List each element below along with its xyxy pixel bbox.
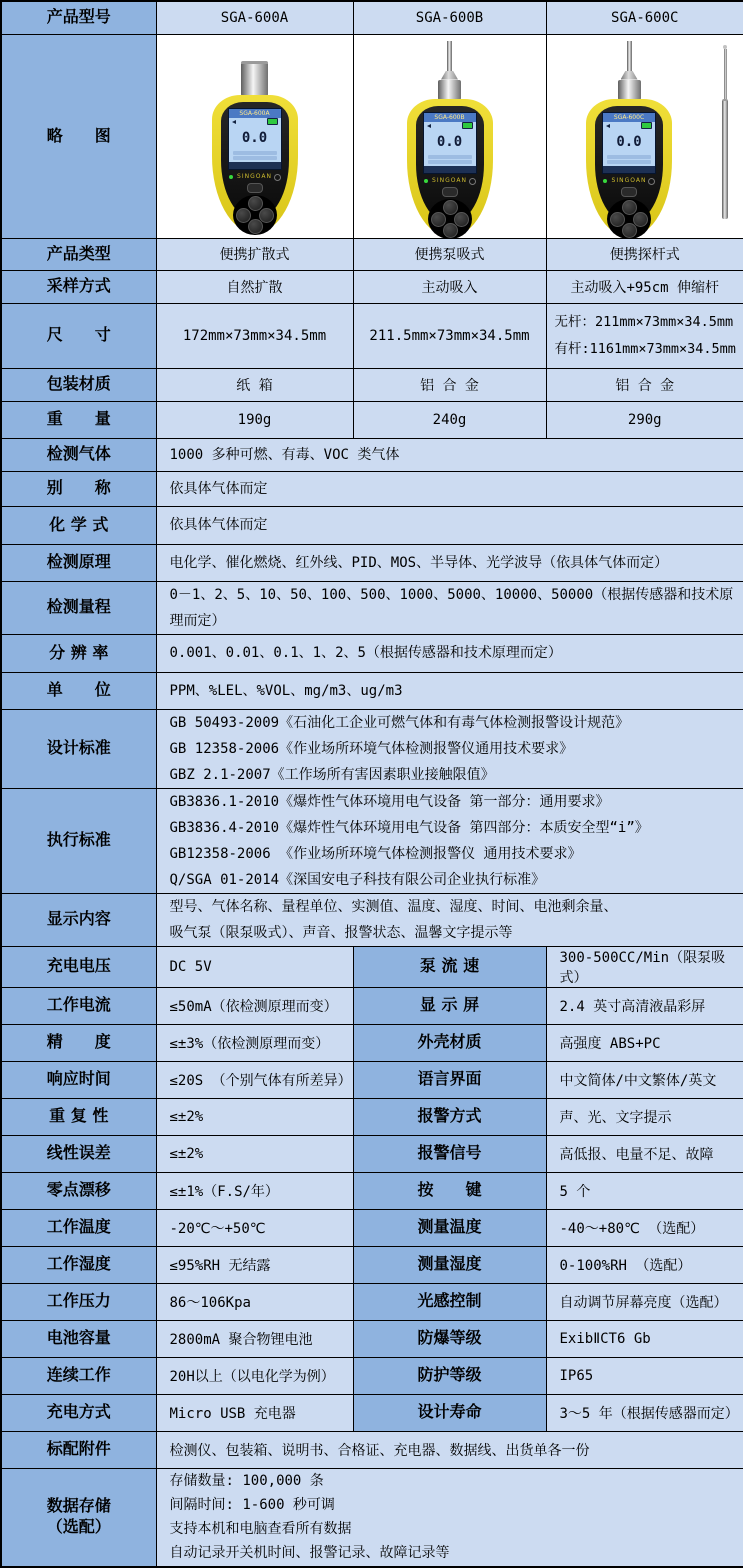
- spec-value-line: 依具体气体而定: [170, 476, 738, 502]
- row-label: 包装材质: [1, 368, 156, 401]
- screen-info-line: [607, 155, 651, 159]
- row-label: 零点漂移: [1, 1172, 156, 1209]
- spec-value-line: GB3836.1-2010《爆炸性气体环境用电气设备 第一部分：通用要求》: [170, 789, 738, 815]
- model-name: SGA-600C: [546, 1, 743, 34]
- product-value: 纸 箱: [156, 368, 353, 401]
- spec-value-line: GBZ 2.1-2007《工作场所有害因素职业接触限值》: [170, 762, 738, 788]
- spec-value: [156, 893, 743, 946]
- spec-value-line: 型号、气体名称、量程单位、实测值、温度、湿度、时间、电池剩余量、: [170, 894, 738, 920]
- storage-value-line: 存储数量: 100,000 条: [170, 1469, 738, 1493]
- spec-value: [156, 544, 743, 581]
- screen-info-line: [428, 160, 472, 164]
- spec-value: ExibⅡCT6 Gb: [546, 1320, 743, 1357]
- power-button-icon: [469, 178, 476, 185]
- row-label: 报警信号: [353, 1135, 546, 1172]
- spec-value: 高低报、电量不足、故障: [546, 1135, 743, 1172]
- device-photo: [353, 34, 546, 238]
- inlet-cap-icon: [241, 61, 268, 96]
- row-label-line: 数据存储: [2, 1496, 156, 1517]
- screen-info-line: [607, 160, 651, 164]
- telescopic-rod-icon: [720, 45, 730, 219]
- rod-lower: [722, 99, 728, 219]
- row-label: 工作湿度: [1, 1246, 156, 1283]
- accessories-value: 检测仪、包装箱、说明书、合格证、充电器、数据线、出货单各一份: [156, 1431, 743, 1468]
- product-value: 铝 合 金: [353, 368, 546, 401]
- row-label: 检测气体: [1, 438, 156, 471]
- row-label: 分 辨 率: [1, 634, 156, 672]
- spec-value: Micro USB 充电器: [156, 1394, 353, 1431]
- screen-info-line: [428, 155, 472, 159]
- product-value: 便携扩散式: [156, 238, 353, 270]
- product-value: 便携泵吸式: [353, 238, 546, 270]
- keypad: [233, 195, 277, 235]
- spec-value: -20℃～+50℃: [156, 1209, 353, 1246]
- row-label: 单 位: [1, 672, 156, 709]
- spec-value: DC 5V: [156, 946, 353, 987]
- spec-pair-row: [1, 1394, 743, 1431]
- spec-value-lines: [170, 476, 738, 502]
- spec-value: [156, 581, 743, 634]
- keypad: [428, 199, 472, 239]
- menu-button-icon: [442, 187, 458, 197]
- spec-value-lines: [170, 512, 738, 538]
- row-label: 充电方式: [1, 1394, 156, 1431]
- spec-value: ≤95%RH 无结露: [156, 1246, 353, 1283]
- row-label: 尺 寸: [1, 303, 156, 368]
- spec-value-lines: [170, 640, 738, 666]
- row-label: 设计标准: [1, 709, 156, 788]
- spec-value-line: GB 50493-2009《石油化工企业可燃气体和有毒气体检测报警设计规范》: [170, 710, 738, 736]
- dimension-line: 有杆:1161mm×73mm×34.5mm: [555, 336, 743, 363]
- row-label: 工作温度: [1, 1209, 156, 1246]
- spec-full-row: [1, 893, 743, 946]
- spec-value: ≤±3%（依检测原理而变）: [156, 1024, 353, 1061]
- device-illustration: [406, 41, 494, 237]
- row-label: 响应时间: [1, 1061, 156, 1098]
- product-row: [1, 270, 743, 303]
- product-value: [546, 303, 743, 368]
- row-label: 测量温度: [353, 1209, 546, 1246]
- product-value: 240g: [353, 401, 546, 438]
- storage-value-line: 间隔时间: 1-600 秒可调: [170, 1493, 738, 1517]
- row-label: 采样方式: [1, 270, 156, 303]
- brand-row: [595, 177, 663, 185]
- spec-value: 声、光、文字提示: [546, 1098, 743, 1135]
- pump-probe-icon: [627, 41, 632, 71]
- storage-value-line: 自动记录开关机时间、报警记录、故障记录等: [170, 1541, 738, 1565]
- spec-pair-row: [1, 1061, 743, 1098]
- spec-value: 86～106Kpa: [156, 1283, 353, 1320]
- product-value: 铝 合 金: [546, 368, 743, 401]
- row-label: 外壳材质: [353, 1024, 546, 1061]
- keypad-button-icon: [248, 219, 263, 234]
- screen-reading: 0.0: [603, 130, 655, 154]
- product-value: 172mm×73mm×34.5mm: [156, 303, 353, 368]
- row-label: 标配附件: [1, 1431, 156, 1468]
- row-label: 报警方式: [353, 1098, 546, 1135]
- product-row: [1, 303, 743, 368]
- power-button-icon: [648, 178, 655, 185]
- spec-value: ≤20S （个别气体有所差异）: [156, 1061, 353, 1098]
- spec-pair-row: [1, 987, 743, 1024]
- row-label: 执行标准: [1, 788, 156, 893]
- spec-value: [156, 788, 743, 893]
- spec-value-line: PPM、%LEL、%VOL、mg/m3、ug/m3: [170, 678, 738, 704]
- spec-table-body: [1, 1, 743, 1567]
- power-led: [424, 179, 428, 183]
- spec-value-line: 0－1、2、5、10、50、100、500、1000、5000、10000、50000（根据传感器和技术原理而定）: [170, 582, 738, 634]
- screen-title: SGA-600B: [424, 113, 476, 122]
- spec-value-line: 1000 多种可燃、有毒、VOC 类气体: [170, 442, 738, 468]
- row-label: 别 称: [1, 471, 156, 506]
- speaker-icon: [606, 124, 610, 128]
- spec-full-row: [1, 709, 743, 788]
- spec-value-lines: [170, 678, 738, 704]
- speaker-icon: [427, 124, 431, 128]
- row-label: 充电电压: [1, 946, 156, 987]
- product-value: 主动吸入+95cm 伸缩杆: [546, 270, 743, 303]
- model-name: SGA-600B: [353, 1, 546, 34]
- spec-pair-row: [1, 1283, 743, 1320]
- row-label: 工作电流: [1, 987, 156, 1024]
- keypad-button-icon: [443, 223, 458, 238]
- row-label: 产品类型: [1, 238, 156, 270]
- storage-value-lines: [170, 1469, 738, 1565]
- inlet-cap-icon: [438, 80, 461, 100]
- accessories-row: [1, 1431, 743, 1468]
- screen-statusbar: [603, 166, 655, 173]
- pump-probe-icon: [447, 41, 452, 71]
- row-label: 检测量程: [1, 581, 156, 634]
- row-label: 电池容量: [1, 1320, 156, 1357]
- screen-info-line: [233, 156, 277, 160]
- row-label: 工作压力: [1, 1283, 156, 1320]
- screen-status-icons: [603, 122, 655, 130]
- product-value: 自然扩散: [156, 270, 353, 303]
- spec-value-line: 电化学、催化燃烧、红外线、PID、MOS、半导体、光学波导（依具体气体而定）: [170, 550, 738, 576]
- brand-row: [221, 173, 289, 181]
- spec-value-line: 吸气泵（限泵吸式）、声音、报警状态、温馨文字提示等: [170, 920, 738, 946]
- battery-icon: [641, 122, 652, 129]
- spec-value-line: GB12358-2006 《作业场所环境气体检测报警仪 通用技术要求》: [170, 841, 738, 867]
- spec-value: [156, 471, 743, 506]
- row-label: 化 学 式: [1, 506, 156, 544]
- device-front-panel: [416, 106, 484, 224]
- spec-full-row: [1, 634, 743, 672]
- rod-upper: [724, 49, 727, 99]
- row-label: 连续工作: [1, 1357, 156, 1394]
- spec-value: 3～5 年（根据传感器而定）: [546, 1394, 743, 1431]
- spec-pair-row: [1, 1098, 743, 1135]
- row-label: [1, 1468, 156, 1567]
- spec-value: 自动调节屏幕亮度（选配）: [546, 1283, 743, 1320]
- spec-value-line: 依具体气体而定: [170, 512, 738, 538]
- row-label: 检测原理: [1, 544, 156, 581]
- spec-full-row: [1, 544, 743, 581]
- spec-pair-row: [1, 1320, 743, 1357]
- product-row: [1, 368, 743, 401]
- device-shell: [212, 95, 298, 233]
- spec-value-line: Q/SGA 01-2014《深国安电子科技有限公司企业执行标准》: [170, 867, 738, 893]
- spec-full-row: [1, 788, 743, 893]
- spec-full-row: [1, 581, 743, 634]
- spec-pair-row: [1, 1246, 743, 1283]
- row-label: 泵 流 速: [353, 946, 546, 987]
- product-row: [1, 401, 743, 438]
- spec-value: 0-100%RH （选配）: [546, 1246, 743, 1283]
- row-label: 测量湿度: [353, 1246, 546, 1283]
- dimension-line: 无杆：211mm×73mm×34.5mm: [555, 309, 743, 336]
- row-label: 重 量: [1, 401, 156, 438]
- spec-pair-row: [1, 1024, 743, 1061]
- product-value: 主动吸入: [353, 270, 546, 303]
- spec-value: 中文简体/中文繁体/英文: [546, 1061, 743, 1098]
- row-label: 防护等级: [353, 1357, 546, 1394]
- spec-pair-row: [1, 1135, 743, 1172]
- row-label: 设计寿命: [353, 1394, 546, 1431]
- screen-title: SGA-600C: [603, 113, 655, 122]
- speaker-icon: [232, 120, 236, 124]
- spec-value: ≤50mA（依检测原理而变）: [156, 987, 353, 1024]
- spec-value-lines: [170, 582, 738, 634]
- row-label: 防爆等级: [353, 1320, 546, 1357]
- row-label-line: （选配）: [2, 1517, 156, 1538]
- spec-value: 5 个: [546, 1172, 743, 1209]
- model-name: SGA-600A: [156, 1, 353, 34]
- spec-value-lines: [170, 894, 738, 946]
- row-label: 重 复 性: [1, 1098, 156, 1135]
- keypad-button-icon: [622, 223, 637, 238]
- spec-value-lines: [170, 789, 738, 893]
- battery-icon: [267, 118, 278, 125]
- power-led: [603, 179, 607, 183]
- spec-value-lines: [170, 442, 738, 468]
- screen-reading: 0.0: [424, 130, 476, 154]
- spec-value: IP65: [546, 1357, 743, 1394]
- row-label: 语言界面: [353, 1061, 546, 1098]
- product-value: 便携探杆式: [546, 238, 743, 270]
- storage-value: [156, 1468, 743, 1567]
- row-label: 线性误差: [1, 1135, 156, 1172]
- menu-button-icon: [621, 187, 637, 197]
- header-label: 产品型号: [1, 1, 156, 34]
- power-button-icon: [274, 174, 281, 181]
- screen-status-icons: [229, 118, 281, 126]
- sketch-label: 略 图: [1, 34, 156, 238]
- menu-button-icon: [247, 183, 263, 193]
- probe-cone-icon: [621, 71, 638, 80]
- spec-value: [156, 709, 743, 788]
- device-photo: [156, 34, 353, 238]
- spec-value: 2800mA 聚合物锂电池: [156, 1320, 353, 1357]
- device-screen: [228, 108, 282, 170]
- device-front-panel: [221, 102, 289, 220]
- spec-pair-row: [1, 1357, 743, 1394]
- screen-info-line: [233, 151, 277, 155]
- screen-statusbar: [229, 162, 281, 169]
- spec-full-row: [1, 672, 743, 709]
- spec-value: 2.4 英寸高清液晶彩屏: [546, 987, 743, 1024]
- row-label: 按 键: [353, 1172, 546, 1209]
- spec-value: ≤±1%（F.S/年）: [156, 1172, 353, 1209]
- spec-value: 300-500CC/Min（限泵吸式）: [546, 946, 743, 987]
- device-screen: [602, 112, 656, 174]
- brand-label: SINGOAN: [221, 173, 289, 181]
- brand-label: SINGOAN: [595, 177, 663, 185]
- storage-value-line: 支持本机和电脑查看所有数据: [170, 1517, 738, 1541]
- spec-value: ≤±2%: [156, 1098, 353, 1135]
- inlet-cap-icon: [618, 80, 641, 100]
- power-led: [229, 175, 233, 179]
- spec-full-row: [1, 438, 743, 471]
- device-screen: [423, 112, 477, 174]
- screen-reading: 0.0: [229, 126, 281, 150]
- probe-cone-icon: [441, 71, 458, 80]
- screen-title: SGA-600A: [229, 109, 281, 118]
- device-shell: [407, 99, 493, 237]
- screen-statusbar: [424, 166, 476, 173]
- header-row: [1, 1, 743, 34]
- screen-status-icons: [424, 122, 476, 130]
- spec-value: [156, 672, 743, 709]
- row-label: 显 示 屏: [353, 987, 546, 1024]
- brand-label: SINGOAN: [416, 177, 484, 185]
- spec-pair-row: [1, 1172, 743, 1209]
- spec-value: 20H以上（以电化学为例）: [156, 1357, 353, 1394]
- spec-pair-row: [1, 1209, 743, 1246]
- spec-value-line: GB3836.4-2010《爆炸性气体环境用电气设备 第四部分：本质安全型“i”》: [170, 815, 738, 841]
- storage-row: [1, 1468, 743, 1567]
- row-label: 显示内容: [1, 893, 156, 946]
- spec-pair-row: [1, 946, 743, 987]
- device-shell: [586, 99, 672, 237]
- spec-value: ≤±2%: [156, 1135, 353, 1172]
- device-illustration: [585, 41, 673, 237]
- spec-value: [156, 506, 743, 544]
- spec-value: -40～+80℃ （选配）: [546, 1209, 743, 1246]
- device-photo: [546, 34, 743, 238]
- spec-value-lines: [170, 710, 738, 788]
- keypad: [607, 199, 651, 239]
- product-row: [1, 238, 743, 270]
- spec-value-lines: [170, 550, 738, 576]
- row-label: 精 度: [1, 1024, 156, 1061]
- spec-full-row: [1, 471, 743, 506]
- spec-value-line: GB 12358-2006《作业场所环境气体检测报警仪通用技术要求》: [170, 736, 738, 762]
- device-illustration: [211, 61, 299, 233]
- spec-full-row: [1, 506, 743, 544]
- spec-value-line: 0.001、0.01、0.1、1、2、5（根据传感器和技术原理而定）: [170, 640, 738, 666]
- sketch-row: [1, 34, 743, 238]
- device-front-panel: [595, 106, 663, 224]
- product-value: 190g: [156, 401, 353, 438]
- spec-value: 高强度 ABS+PC: [546, 1024, 743, 1061]
- product-value: 290g: [546, 401, 743, 438]
- brand-row: [416, 177, 484, 185]
- spec-value: [156, 438, 743, 471]
- spec-value: [156, 634, 743, 672]
- product-value: 211.5mm×73mm×34.5mm: [353, 303, 546, 368]
- battery-icon: [462, 122, 473, 129]
- row-label: 光感控制: [353, 1283, 546, 1320]
